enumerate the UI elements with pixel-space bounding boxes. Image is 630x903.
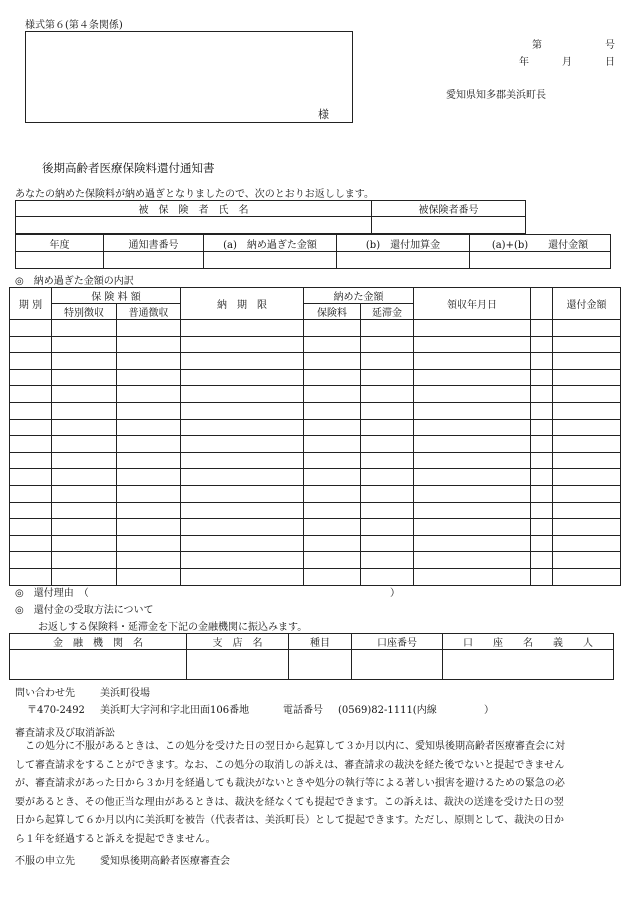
table-cell[interactable] xyxy=(10,452,52,469)
table-cell[interactable] xyxy=(553,568,621,585)
table-cell[interactable] xyxy=(181,436,304,453)
table-cell[interactable] xyxy=(531,353,553,370)
table-cell[interactable] xyxy=(117,320,181,337)
table-cell[interactable] xyxy=(117,436,181,453)
cell-account-type[interactable] xyxy=(289,650,352,680)
table-cell[interactable] xyxy=(10,552,52,569)
table-cell[interactable] xyxy=(181,502,304,519)
table-row xyxy=(10,485,621,502)
date-month: 月 xyxy=(562,57,572,68)
intro-text: あなたの納めた保険料が納め過ぎとなりましたので、次のとおりお返しします。 xyxy=(15,189,374,200)
table-row xyxy=(10,502,621,519)
table-cell[interactable] xyxy=(117,519,181,536)
table-cell[interactable] xyxy=(117,535,181,552)
objection-body: 愛知県後期高齢者医療審査会 xyxy=(100,856,230,867)
header-branch-name: 支 店 名 xyxy=(187,634,289,650)
table-cell[interactable] xyxy=(553,535,621,552)
table-cell[interactable] xyxy=(117,469,181,486)
table-cell[interactable] xyxy=(52,469,117,486)
table-cell[interactable] xyxy=(531,386,553,403)
breakdown-heading: ◎ 納め過ぎた金額の内訳 xyxy=(15,276,134,287)
table-cell[interactable] xyxy=(117,386,181,403)
table-cell[interactable] xyxy=(117,353,181,370)
table-cell[interactable] xyxy=(553,353,621,370)
table-cell[interactable] xyxy=(553,452,621,469)
header-bank-name: 金 融 機 関 名 xyxy=(10,634,187,650)
appeal-body xyxy=(15,738,620,849)
date-year: 年 xyxy=(519,57,529,68)
table-cell[interactable] xyxy=(304,402,361,419)
table-cell[interactable] xyxy=(531,320,553,337)
table-cell[interactable] xyxy=(52,436,117,453)
header-refund-addition: (b) 還付加算金 xyxy=(337,235,470,252)
table-row xyxy=(10,386,621,403)
table-cell[interactable] xyxy=(553,502,621,519)
table-cell[interactable] xyxy=(52,485,117,502)
contact-phone-close: ） xyxy=(484,705,494,716)
table-cell[interactable] xyxy=(361,552,414,569)
table-cell[interactable] xyxy=(304,436,361,453)
bank-table xyxy=(9,633,614,680)
table-cell[interactable] xyxy=(531,336,553,353)
table-cell[interactable] xyxy=(10,402,52,419)
refund-reason-label: ◎ 還付理由 （ xyxy=(15,588,89,599)
table-cell[interactable] xyxy=(304,320,361,337)
table-cell[interactable] xyxy=(117,485,181,502)
table-cell[interactable] xyxy=(117,502,181,519)
table-cell[interactable] xyxy=(414,502,531,519)
table-cell[interactable] xyxy=(181,353,304,370)
table-cell[interactable] xyxy=(553,402,621,419)
table-cell[interactable] xyxy=(52,320,117,337)
table-cell[interactable] xyxy=(361,436,414,453)
contact-phone-label: 電話番号 xyxy=(283,705,323,716)
table-cell[interactable] xyxy=(414,336,531,353)
table-cell[interactable] xyxy=(10,369,52,386)
header-account-type: 種目 xyxy=(289,634,352,650)
table-cell[interactable] xyxy=(304,535,361,552)
table-cell[interactable] xyxy=(531,502,553,519)
appeal-line: この処分に不服があるときは、この処分を受けた日の翌日から起算して３か月以内に、愛知県後期高齢者医療審査会に対 xyxy=(15,741,565,752)
table-cell[interactable] xyxy=(414,386,531,403)
table-cell[interactable] xyxy=(414,552,531,569)
table-cell[interactable] xyxy=(553,369,621,386)
table-cell[interactable] xyxy=(52,419,117,436)
cell-fiscal-year[interactable] xyxy=(16,252,104,269)
table-cell[interactable] xyxy=(117,568,181,585)
table-cell[interactable] xyxy=(531,436,553,453)
table-row xyxy=(10,436,621,453)
table-cell[interactable] xyxy=(414,535,531,552)
cell-account-number[interactable] xyxy=(352,650,443,680)
appeal-heading: 審査請求及び取消訴訟 xyxy=(15,728,115,739)
cell-account-holder[interactable] xyxy=(443,650,614,680)
table-cell[interactable] xyxy=(304,568,361,585)
table-cell[interactable] xyxy=(553,469,621,486)
col-late-fee: 延滞金 xyxy=(361,304,414,320)
table-cell[interactable] xyxy=(52,353,117,370)
table-cell[interactable] xyxy=(361,502,414,519)
table-cell[interactable] xyxy=(52,452,117,469)
table-cell[interactable] xyxy=(414,320,531,337)
table-row xyxy=(10,336,621,353)
table-cell[interactable] xyxy=(553,386,621,403)
method-heading: ◎ 還付金の受取方法について xyxy=(15,605,154,616)
breakdown-table xyxy=(9,287,621,586)
col-ordinary-collection: 普通徴収 xyxy=(117,304,181,320)
table-cell[interactable] xyxy=(414,469,531,486)
table-cell[interactable] xyxy=(361,369,414,386)
col-paid-premium: 保険料 xyxy=(304,304,361,320)
table-row xyxy=(10,469,621,486)
table-row xyxy=(10,320,621,337)
refund-reason-close: ） xyxy=(390,588,400,599)
appeal-line: が、審査請求があった日から３か月を経過しても裁決がないときや処分の執行等による著しい損害を避けるための緊急の必 xyxy=(15,778,565,789)
contact-address: 美浜町大字河和字北田面106番地 xyxy=(100,705,250,716)
table-row xyxy=(10,552,621,569)
table-cell[interactable] xyxy=(361,485,414,502)
table-cell[interactable] xyxy=(181,519,304,536)
header-fiscal-year: 年度 xyxy=(16,235,104,252)
table-row xyxy=(10,535,621,552)
table-cell[interactable] xyxy=(52,386,117,403)
header-account-holder: 口 座 名 義 人 xyxy=(443,634,614,650)
insured-number-cell[interactable] xyxy=(372,217,526,234)
table-row xyxy=(10,568,621,585)
table-cell[interactable] xyxy=(52,519,117,536)
table-cell[interactable] xyxy=(117,419,181,436)
table-cell[interactable] xyxy=(531,519,553,536)
table-cell[interactable] xyxy=(553,436,621,453)
col-receipt-date: 領収年月日 xyxy=(414,288,531,320)
table-cell[interactable] xyxy=(361,353,414,370)
table-row xyxy=(10,353,621,370)
table-cell[interactable] xyxy=(10,353,52,370)
table-cell[interactable] xyxy=(181,369,304,386)
table-cell[interactable] xyxy=(553,419,621,436)
page-title: 後期高齢者医療保険料還付通知書 xyxy=(42,161,215,175)
table-cell[interactable] xyxy=(181,552,304,569)
table-cell[interactable] xyxy=(181,485,304,502)
insured-name-header: 被 保 険 者 氏 名 xyxy=(16,201,372,217)
appeal-line: 要があるとき、その他正当な理由があるときは、裁決を経なくても提起できます。この訴えは、裁決の送達を受けた日の翌 xyxy=(15,796,564,808)
col-due-date: 納 期 限 xyxy=(181,288,304,320)
table-cell[interactable] xyxy=(52,502,117,519)
table-cell[interactable] xyxy=(553,485,621,502)
table-cell[interactable] xyxy=(181,419,304,436)
cell-refund-addition[interactable] xyxy=(337,252,470,269)
contact-postal: 〒470-2492 xyxy=(27,705,85,716)
header-notice-number: 通知書番号 xyxy=(104,235,204,252)
cell-refund-total[interactable] xyxy=(470,252,611,269)
table-cell[interactable] xyxy=(304,502,361,519)
table-cell[interactable] xyxy=(531,568,553,585)
table-cell[interactable] xyxy=(531,469,553,486)
table-cell[interactable] xyxy=(361,452,414,469)
cell-notice-number[interactable] xyxy=(104,252,204,269)
table-cell[interactable] xyxy=(52,568,117,585)
table-cell[interactable] xyxy=(414,485,531,502)
table-cell[interactable] xyxy=(117,336,181,353)
table-cell[interactable] xyxy=(531,369,553,386)
table-cell[interactable] xyxy=(117,402,181,419)
addressee-suffix: 様 xyxy=(318,108,329,121)
table-cell[interactable] xyxy=(181,535,304,552)
cell-overpaid-amount[interactable] xyxy=(204,252,337,269)
table-row xyxy=(10,452,621,469)
table-cell[interactable] xyxy=(52,402,117,419)
table-cell[interactable] xyxy=(414,353,531,370)
method-text: お返しする保険料・延滞金を下記の金融機関に振込みます。 xyxy=(38,622,308,633)
table-cell[interactable] xyxy=(52,552,117,569)
table-cell[interactable] xyxy=(181,386,304,403)
table-cell[interactable] xyxy=(10,568,52,585)
table-cell[interactable] xyxy=(10,519,52,536)
col-refund-amount: 還付金額 xyxy=(553,288,621,320)
table-cell[interactable] xyxy=(10,436,52,453)
table-cell[interactable] xyxy=(361,519,414,536)
appeal-line: して審査請求をすることができます。なお、この処分の取消しの訴えは、審査請求の裁決を経た後でないと提起できません xyxy=(15,759,565,771)
table-cell[interactable] xyxy=(414,402,531,419)
addressee-box[interactable] xyxy=(25,31,353,123)
table-cell[interactable] xyxy=(361,419,414,436)
contact-office: 美浜町役場 xyxy=(100,688,150,699)
table-cell[interactable] xyxy=(181,452,304,469)
table-cell[interactable] xyxy=(304,386,361,403)
table-cell[interactable] xyxy=(181,469,304,486)
table-cell[interactable] xyxy=(553,320,621,337)
number-dai: 第 xyxy=(532,40,542,51)
table-cell[interactable] xyxy=(361,336,414,353)
appeal-line: ら１年を経過すると訴えを提起できません。 xyxy=(15,833,216,845)
table-cell[interactable] xyxy=(10,469,52,486)
table-cell[interactable] xyxy=(117,369,181,386)
table-cell[interactable] xyxy=(304,336,361,353)
table-cell[interactable] xyxy=(553,552,621,569)
table-cell[interactable] xyxy=(304,419,361,436)
table-cell[interactable] xyxy=(304,369,361,386)
group-paid: 納めた金額 xyxy=(304,288,414,304)
header-account-number: 口座番号 xyxy=(352,634,443,650)
table-cell[interactable] xyxy=(531,535,553,552)
table-cell[interactable] xyxy=(553,519,621,536)
appeal-line: 日から起算して６か月以内に美浜町を被告（代表者は、美浜町長）として提起できます。ただし、原則として、裁決の日か xyxy=(15,815,564,826)
table-cell[interactable] xyxy=(52,336,117,353)
date-day: 日 xyxy=(605,57,615,68)
objection-label: 不服の申立先 xyxy=(15,856,75,867)
table-cell[interactable] xyxy=(531,485,553,502)
table-row xyxy=(10,419,621,436)
table-cell[interactable] xyxy=(361,320,414,337)
col-period: 期 別 xyxy=(10,288,52,320)
table-cell[interactable] xyxy=(531,452,553,469)
table-cell[interactable] xyxy=(531,552,553,569)
contact-phone: (0569)82-1111(内線 xyxy=(338,705,437,716)
breakdown-body xyxy=(10,320,621,586)
table-cell[interactable] xyxy=(304,469,361,486)
contact-label: 問い合わせ先 xyxy=(15,688,75,699)
col-blank xyxy=(531,288,553,320)
table-cell[interactable] xyxy=(304,552,361,569)
header-refund-total: (a)+(b) 還付金額 xyxy=(470,235,611,252)
form-label: 様式第６(第４条関係) xyxy=(25,20,123,31)
table-cell[interactable] xyxy=(10,535,52,552)
issuer: 愛知県知多郡美浜町長 xyxy=(446,90,546,101)
table-cell[interactable] xyxy=(531,402,553,419)
table-cell[interactable] xyxy=(304,519,361,536)
table-row xyxy=(10,519,621,536)
table-cell[interactable] xyxy=(304,452,361,469)
table-row xyxy=(10,402,621,419)
table-cell[interactable] xyxy=(10,485,52,502)
table-cell[interactable] xyxy=(181,336,304,353)
table-row xyxy=(10,369,621,386)
table-cell[interactable] xyxy=(414,519,531,536)
group-premium: 保 険 料 額 xyxy=(52,288,181,304)
table-cell[interactable] xyxy=(414,436,531,453)
table-cell[interactable] xyxy=(181,320,304,337)
table-cell[interactable] xyxy=(181,568,304,585)
table-cell[interactable] xyxy=(304,485,361,502)
table-cell[interactable] xyxy=(361,386,414,403)
table-cell[interactable] xyxy=(361,568,414,585)
cell-branch-name[interactable] xyxy=(187,650,289,680)
table-cell[interactable] xyxy=(52,535,117,552)
table-cell[interactable] xyxy=(414,568,531,585)
summary-table xyxy=(15,234,611,269)
table-cell[interactable] xyxy=(10,320,52,337)
table-cell[interactable] xyxy=(361,535,414,552)
table-cell[interactable] xyxy=(117,452,181,469)
cell-bank-name[interactable] xyxy=(10,650,187,680)
table-cell[interactable] xyxy=(414,369,531,386)
table-cell[interactable] xyxy=(304,353,361,370)
table-cell[interactable] xyxy=(553,336,621,353)
insured-number-header: 被保険者番号 xyxy=(372,201,526,217)
insured-name-cell[interactable] xyxy=(16,217,372,234)
table-cell[interactable] xyxy=(531,419,553,436)
table-cell[interactable] xyxy=(10,502,52,519)
table-cell[interactable] xyxy=(10,419,52,436)
insured-table xyxy=(15,200,526,234)
table-cell[interactable] xyxy=(361,402,414,419)
table-cell[interactable] xyxy=(10,386,52,403)
number-go: 号 xyxy=(605,40,615,51)
table-cell[interactable] xyxy=(414,452,531,469)
table-cell[interactable] xyxy=(52,369,117,386)
col-special-collection: 特別徴収 xyxy=(52,304,117,320)
table-cell[interactable] xyxy=(414,419,531,436)
table-cell[interactable] xyxy=(117,552,181,569)
table-cell[interactable] xyxy=(181,402,304,419)
header-overpaid-amount: (a) 納め過ぎた金額 xyxy=(204,235,337,252)
table-cell[interactable] xyxy=(10,336,52,353)
table-cell[interactable] xyxy=(361,469,414,486)
